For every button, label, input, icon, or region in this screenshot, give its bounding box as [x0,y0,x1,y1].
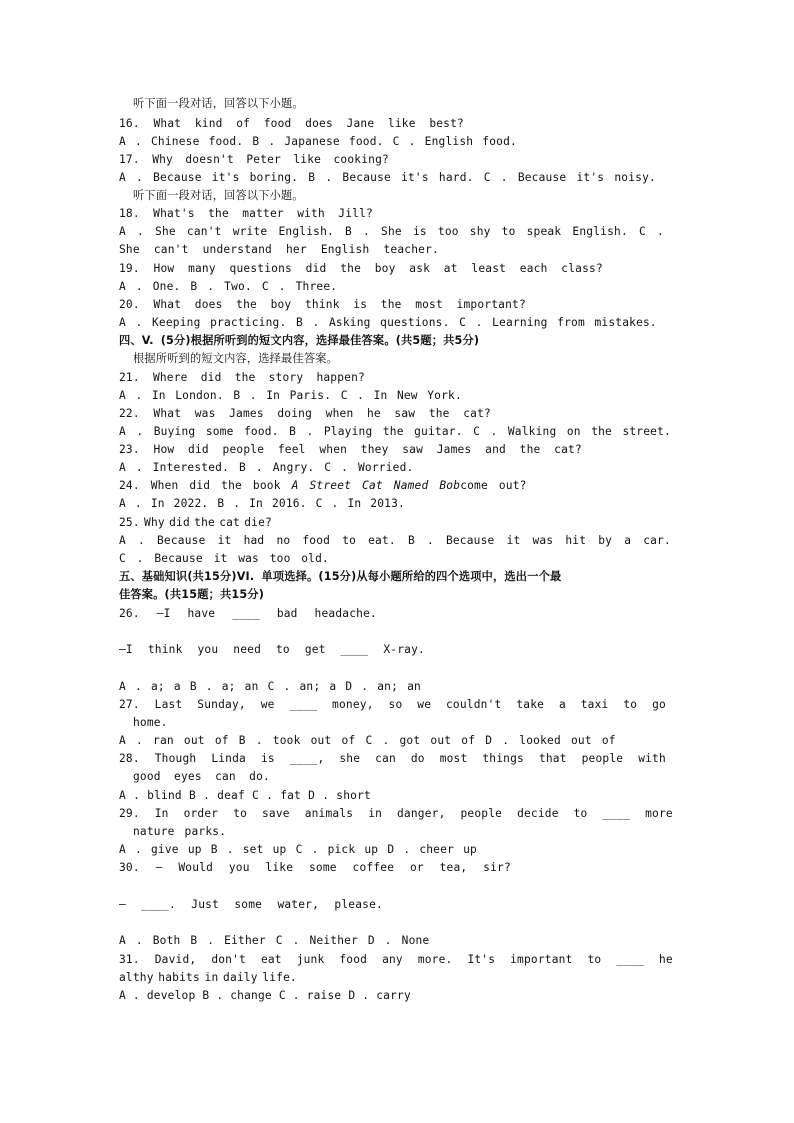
text-line-l40: A . give up B . set up C . pick up D . cheer up [119,843,477,856]
text-line-l2: 16. What kind of food does Jane like best? [119,117,464,130]
text-line-l39: nature parks. [133,825,227,838]
text-line-l21: A . Interested. B . Angry. C . Worried. [119,461,414,474]
text-line-l6: 听下面一段对话，回答以下小题。 [133,189,304,202]
text-line-l43: A . Both B . Either C . Neither D . None [119,934,430,947]
text-line-l23: A . In 2022. B . In 2016. C . In 2013. [119,497,405,510]
text-line-l37: A . blind B . deaf C . fat D . short [119,789,371,802]
text-line-l27: 五、基础知识(共15分)VⅠ. 单项选择。(15分)从每小题所给的四个选项中，选出一个最 [119,570,562,583]
text-line-l31: A . a; a B . a; an C . an; a D . an; an [119,680,421,693]
text-line-l7: 18. What's the matter with Jill? [119,207,373,220]
text-line-l36: good eyes can do. [133,770,270,783]
text-line-l24: 25. Why did the cat die? [119,516,272,529]
text-line-l38: 29. In order to save animals in danger, people decide to ____ more [119,807,673,820]
text-line-l34: A . ran out of B . took out of C . got out of D . looked out of [119,734,616,747]
text-line-l10: 19. How many questions did the boy ask at least each class? [119,262,603,275]
text-line-l13: A . Keeping practicing. B . Asking questions. C . Learning from mistakes. [119,316,657,329]
text-line-l41: 30. — Would you like some coffee or tea, sir? [119,861,511,874]
text-line-l29: 26. —I have ____ bad headache. [119,607,377,620]
text-line-l25: A . Because it had no food to eat. B . Because it was hit by a car. [119,534,671,547]
text-line-l11: A . One. B . Two. C . Three. [119,280,338,293]
text-line-l17: A . In London. B . In Paris. C . In New York. [119,389,462,402]
text-line-l20: 23. How did people feel when they saw James and the cat? [119,443,582,456]
text-line-l18: 22. What was James doing when he saw the cat? [119,407,491,420]
text-line-l3: A . Chinese food. B . Japanese food. C . English food. [119,135,517,148]
text-line-l32: 27. Last Sunday, we ____ money, so we couldn't take a taxi to go [119,698,666,711]
text-line-l42: — ____. Just some water, please. [119,898,383,911]
text-line-l33: home. [133,716,168,729]
book-title: A Street Cat Named Bob [291,479,461,492]
text-line-l26: C . Because it was too old. [119,552,329,565]
text-line-l14: 四、V. (5分)根据所听到的短文内容，选择最佳答案。(共5题；共5分) [119,334,480,347]
text-line-l46: A . develop B . change C . raise D . carry [119,989,411,1002]
text-line-l22: 24. When did the book A Street Cat Named Bobcome out? [119,479,527,492]
text-line-l28: 佳答案。(共15题；共15分) [119,588,265,601]
text-line-l30: —I think you need to get ____ X-ray. [119,643,425,656]
text-line-l5: A . Because it's boring. B . Because it's hard. C . Because it's noisy. [119,171,656,184]
text-line-l1: 听下面一段对话，回答以下小题。 [133,97,304,110]
text-line-l12: 20. What does the boy think is the most important? [119,298,526,311]
text-line-l8: A . She can't write English. B . She is too shy to speak English. C . [119,225,664,238]
text-line-l15: 根据所听到的短文内容，选择最佳答案。 [133,352,338,365]
text-line-l19: A . Buying some food. B . Playing the guitar. C . Walking on the street. [119,425,671,438]
text-line-l9: She can't understand her English teacher. [119,243,439,256]
text-line-l44: 31. David, don't eat junk food any more. It's important to ____ he [119,953,673,966]
text-line-l4: 17. Why doesn't Peter like cooking? [119,153,389,166]
text-line-l16: 21. Where did the story happen? [119,371,365,384]
text-line-l35: 28. Though Linda is ____, she can do most things that people with [119,752,666,765]
text-line-l45: althy habits in daily life. [119,971,297,984]
